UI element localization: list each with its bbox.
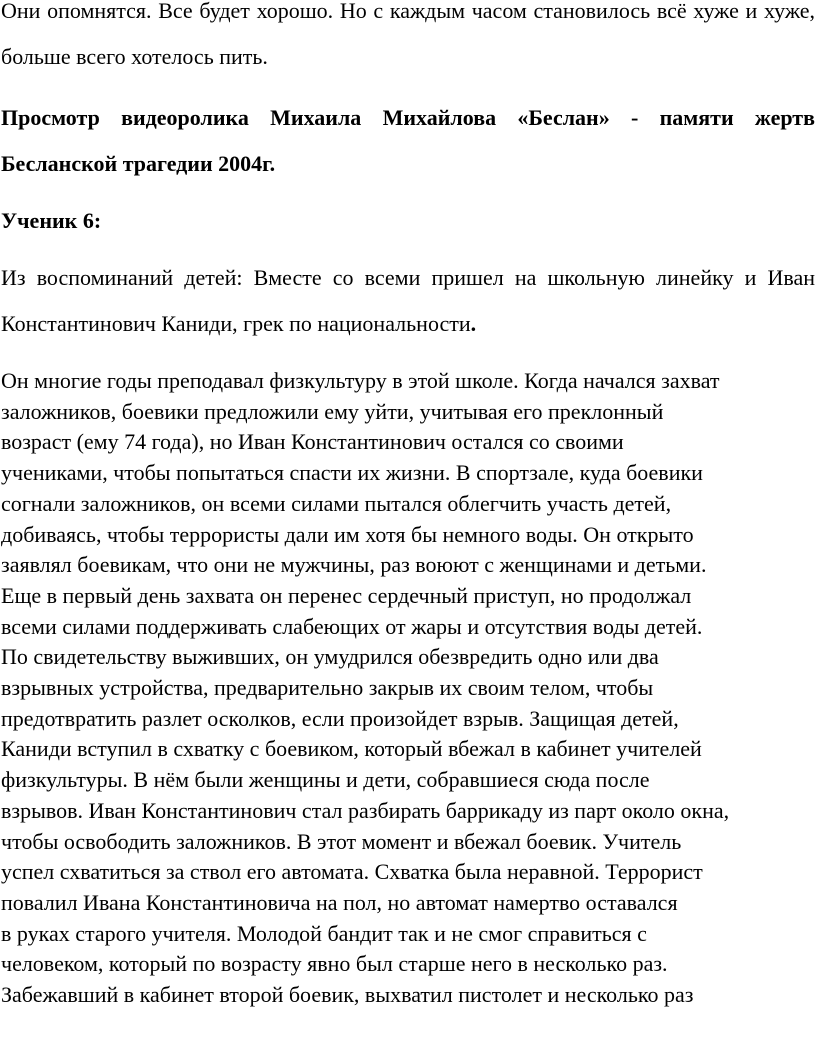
story-line: возраст (ему 74 года), но Иван Константинович остался со своими [1, 429, 624, 455]
memory-paragraph-period: . [470, 311, 477, 336]
video-heading: Просмотр видеоролика Михаила Михайлова «Беслан» - памяти жертв Бесланской трагедии 2004г. [1, 105, 815, 176]
story-line: учениками, чтобы попытаться спасти их жизни. В спортзале, куда боевики [1, 460, 703, 486]
story-line: По свидетельству выживших, он умудрился обезвредить одно или два [1, 644, 659, 670]
story-line: согнали заложников, он всеми силами пытался облегчить участь детей, [1, 490, 672, 516]
story-line: в руках старого учителя. Молодой бандит так и не смог справиться с [1, 920, 647, 946]
story-line: предотвратить разлет осколков, если произойдет взрыв. Защищая детей, [1, 705, 679, 731]
story-line: повалил Ивана Константиновича на пол, но автомат намертво оставался [1, 889, 678, 915]
story-line: взрывов. Иван Константинович стал разбирать баррикаду из парт около окна, [1, 797, 730, 823]
story-line: Забежавший в кабинет второй боевик, выхватил пистолет и несколько раз [1, 982, 694, 1008]
story-line: Он многие годы преподавал физкультуру в этой школе. Когда начался захват [1, 368, 720, 393]
story-line: чтобы освободить заложников. В этот момент и вбежал боевик. Учитель [1, 828, 682, 854]
story-line: Еще в первый день захвата он перенес сердечный приступ, но продолжал [1, 582, 692, 608]
memory-paragraph-text: Из воспоминаний детей: Вместе со всеми пришел на школьную линейку и Иван Константинович Каниди, грек по национальности [1, 265, 815, 336]
story-line: добиваясь, чтобы террористы дали им хотя бы немного воды. Он открыто [1, 521, 694, 547]
story-line: заложников, боевики предложили ему уйти, учитывая его преклонный [1, 398, 664, 424]
story-paragraph [1, 366, 815, 1011]
story-line: заявлял боевикам, что они не мужчины, раз воюют с женщинами и детьми. [1, 552, 707, 578]
story-line: успел схватиться за ствол его автомата. Схватка была неравной. Террорист [1, 859, 703, 885]
story-line: взрывных устройства, предварительно закрыв их своим телом, чтобы [1, 675, 654, 701]
memory-paragraph [1, 255, 815, 347]
story-line: Каниди вступил в схватку с боевиком, который вбежал в кабинет учителей [1, 736, 702, 762]
story-line: всеми силами поддерживать слабеющих от жары и отсутствия воды детей. [1, 613, 703, 639]
story-line: физкультуры. В нём были женщины и дети, собравшиеся сюда после [1, 767, 650, 793]
intro-paragraph: Они опомнятся. Все будет хорошо. Но с каждым часом становилось всё хуже и хуже, больше всего хотелось пить. [1, 0, 815, 69]
speaker-label: Ученик 6: [1, 208, 102, 233]
story-line: человеком, который по возрасту явно был старше него в несколько раз. [1, 951, 668, 977]
